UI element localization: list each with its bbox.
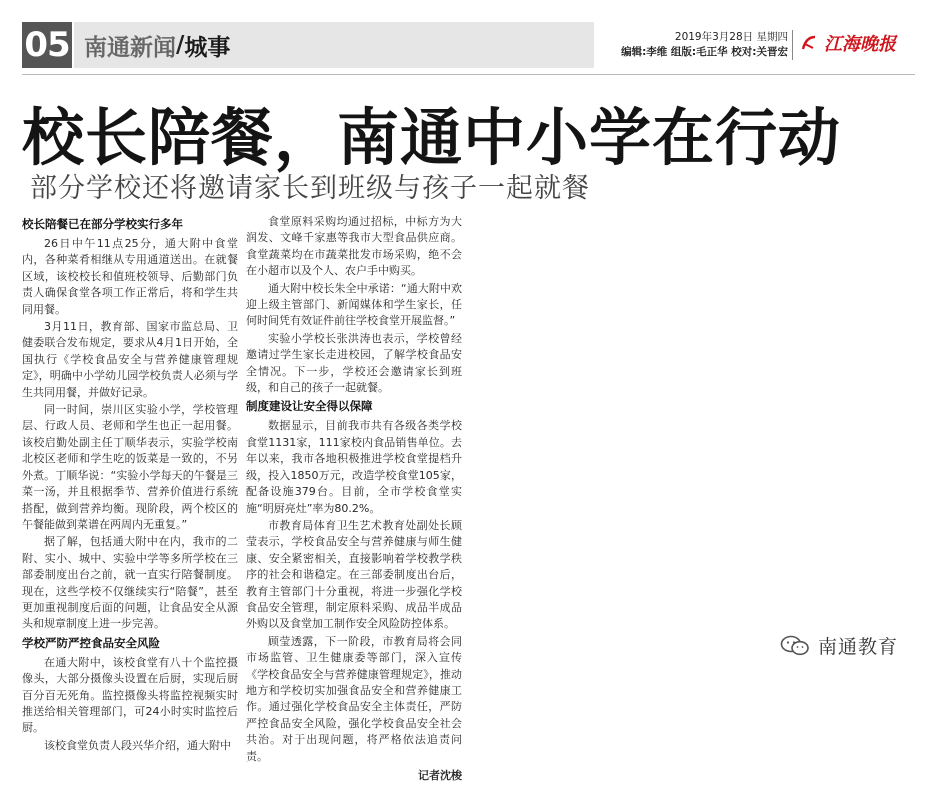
article-column-2 <box>246 214 462 785</box>
paragraph: 实验小学校长张洪涛也表示，学校曾经邀请过学生家长走进校园，了解学校食品安全情况。下一步，学校还会邀请家长到班级，和自己的孩子一起就餐。 <box>246 331 462 395</box>
paragraph: 同一时间，崇川区实验小学，学校管理层、行政人员、老师和学生也正一起用餐。该校启勤处副主任丁顺华表示，实验学校南北校区老师和学生吃的饭菜是一致的，不另外煮。丁顺华说：“实验小学每天的午餐是三菜一汤，并且根据季节、营养价值进行系统搭配，做到营养均衡。现阶段，两个校区的午餐能做到菜谱在两周内无重复。” <box>22 403 238 531</box>
watermark-label: 南通教育 <box>818 636 899 658</box>
paragraph: 3月11日，教育部、国家市监总局、卫健委联合发布规定，要求从4月1日开始，全国执行《学校食品安全与营养健康管理规定》，明确中小学幼儿园学校负责人必须与学生共同用餐，并做好记录。 <box>22 320 238 399</box>
section-slash: / <box>176 32 185 58</box>
masthead-divider <box>792 30 793 60</box>
section-sub-label: 城事 <box>184 34 231 61</box>
column-2-heading-1: 制度建设让安全得以保障 <box>246 399 373 414</box>
issue-date: 2019年3月28日 星期四 <box>674 31 788 43</box>
masthead-title: 江海晚报 <box>824 34 896 55</box>
masthead-logo-icon <box>800 34 818 52</box>
blank-area <box>470 214 935 690</box>
wechat-icon <box>780 634 810 658</box>
paragraph: 市教育局体育卫生艺术教育处副处长顾莹表示，学校食品安全与营养健康与师生健康、安全紧密相关，直接影响着学校教学秩序的社会和谐稳定。在三部委制度出台后，教育主管部门十分重视，将进一步强化学校食品安全管理，制定原料采购、成品半成品外购以及食堂加工制作安全风险防控体系。 <box>246 518 462 631</box>
column-1-heading-1: 校长陪餐已在部分学校实行多年 <box>22 217 183 231</box>
account-watermark <box>780 632 898 659</box>
article-subheadline: 部分学校还将邀请家长到班级与孩子一起就餐 <box>30 173 590 204</box>
paragraph: 食堂原料采购均通过招标，中标方为大润发、文峰千家惠等我市大型食品供应商。食堂蔬菜均在市蔬菜批发市场采购，绝不会在小超市以及个人、农户手中购买。 <box>246 215 462 278</box>
paragraph: 顾莹透露，下一阶段，市教育局将会同市场监管、卫生健康委等部门，深入宣传《学校食品安全与营养健康管理规定》，推动地方和学校切实加强食品安全和营养健康工作。通过强化学校食品安全主体责任，严防严控食品安全风险，强化学校食品安全社会共治。对于出现问题，将严格依法追责问责。 <box>246 634 462 763</box>
section-main-label: 南通新闻 <box>84 34 176 61</box>
paragraph: 26日中午11点25分，通大附中食堂内，各种菜肴相继从专用通道送出。在就餐区域，该校校长和值班校领导、后勤部门负责人确保食堂各项工作正常后，将和学生共同用餐。 <box>22 237 238 316</box>
paragraph: 通大附中校长朱全中承诺：“通大附中欢迎上级主管部门、新闻媒体和学生家长，任何时间凭有效证件前往学校食堂开展监督。” <box>246 281 462 328</box>
header-rule <box>22 74 915 75</box>
column-1-heading-2: 学校严防严控食品安全风险 <box>22 635 160 650</box>
paragraph: 数据显示，目前我市共有各级各类学校食堂1131家，111家校内食品销售单位。去年以来，我市各地积极推进学校食堂提档升级，投入1850万元，改造学校食堂105家，配备设施379台。目前，全市学校食堂实施“明厨亮灶”率为80.2%。 <box>246 419 462 515</box>
article-column-1 <box>22 214 238 755</box>
newspaper-masthead <box>800 30 896 56</box>
reporter-byline: 记者沈梭 <box>418 769 462 782</box>
paragraph: 在通大附中，该校食堂有八十个监控摄像头，大部分摄像头设置在后厨，实现后厨百分百无死角。监控摄像头将监控视频实时推送给相关管理部门，可24小时实时监控后厨。 <box>22 655 238 735</box>
section-banner <box>74 22 594 68</box>
issue-meta <box>598 30 788 60</box>
article-headline: 校长陪餐，南通中小学在行动 <box>22 101 842 174</box>
page-number: 05 <box>22 22 72 68</box>
paragraph: 该校食堂负责人段兴华介绍，通大附中 <box>44 738 231 752</box>
editor-credits: 编辑:李维 组版:毛正华 校对:关晋宏 <box>621 46 788 58</box>
paragraph: 据了解，包括通大附中在内，我市的二附、实小、城中、实验中学等多所学校在三部委制度出台之前，就一直实行陪餐制度。现在，这些学校不仅继续实行“陪餐”，甚至更加重视制度后面的问题，让食品安全从源头和规章制度上进一步完善。 <box>22 535 238 631</box>
